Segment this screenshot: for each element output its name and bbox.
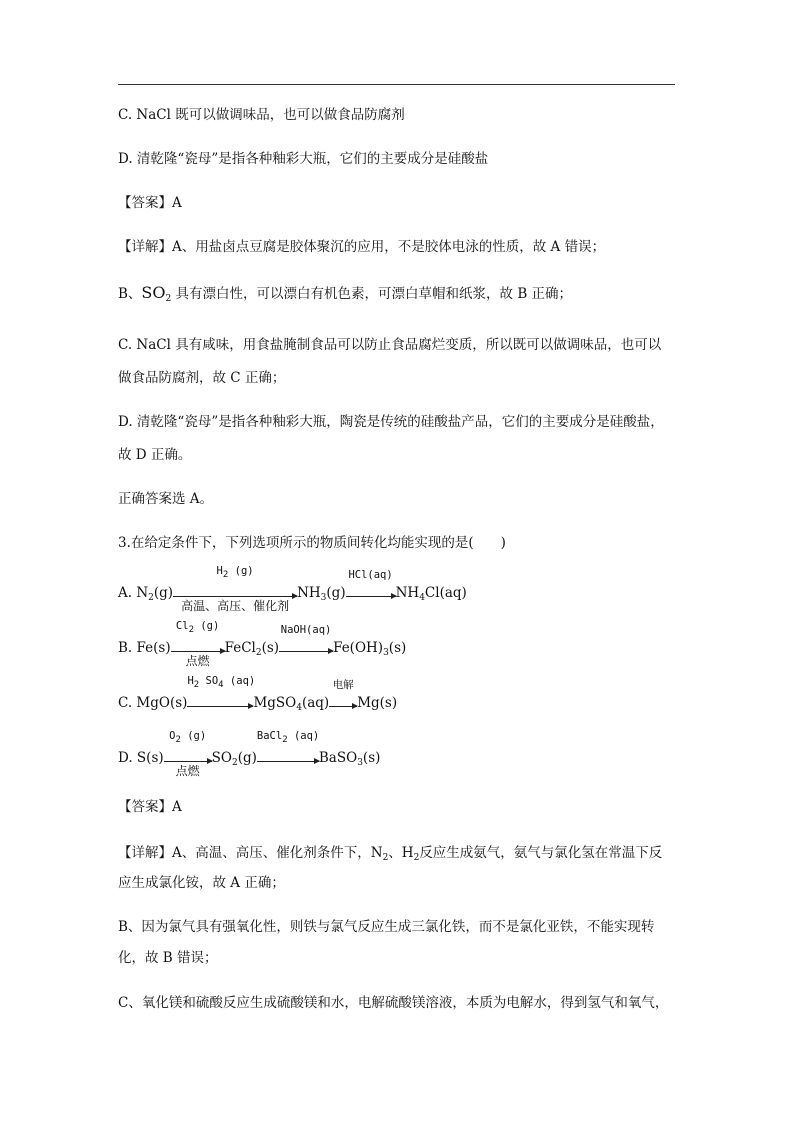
question-3-option-d: D. S(s) $O_2$ (g) 点燃 $SO_2(g)$ BaCl$_2$ (aq) BaSO$_3$(s) <box>118 730 381 778</box>
question-3-option-b: B. Fe(s) $Cl_2$ (g) 点燃 FeCl$_2$(s) NaOH(aq) $Fe(OH)_3(s)$ <box>118 620 407 668</box>
question-3-option-a: A. $N_2(g)$ $H_2$ (g) 高温、高压、催化剂 $NH_3(g)$ HCl(aq) $NH_4Cl(aq)$ <box>118 565 467 613</box>
explanation-b-prefix: B、 <box>118 286 142 302</box>
answer-label: 【答案】A <box>118 195 182 211</box>
question-3-stem: 3.在给定条件下，下列选项所示的物质间转化均能实现的是( ) <box>118 535 506 551</box>
explanation-3b-1: B、因为氯气具有强氧化性，则铁与氯气反应生成三氯化铁，而不是氯化亚铁，不能实现转 <box>118 919 655 935</box>
question-3-option-c: C. MgO(s) $H_2$ $SO_4$ (aq) MgSO$_4$(aq) 电解 Mg(s) <box>118 675 398 713</box>
reaction-arrow-d2: BaCl$_2$ (aq) <box>257 752 319 762</box>
explanation-d-1: D. 清乾隆“瓷母”是指各种釉彩大瓶，陶瓷是传统的硅酸盐产品，它们的主要成分是硅酸盐， <box>118 414 664 430</box>
option-d-text: D. 清乾隆“瓷母”是指各种釉彩大瓶，它们的主要成分是硅酸盐 <box>118 151 489 167</box>
reaction-arrow-a1: $H_2$ (g) 高温、高压、催化剂 <box>173 587 297 597</box>
explanation-3a-2: 应生成氯化铵，故 A 正确； <box>118 875 285 891</box>
reaction-arrow-d1: $O_2$ (g) 点燃 <box>164 752 212 762</box>
explanation-3b-2: 化，故 B 错误； <box>118 950 218 966</box>
explanation-d-2: 故 D 正确。 <box>118 447 192 463</box>
explanation-c-1: C. NaCl 具有咸味，用食盐腌制食品可以防止食品腐烂变质，所以既可以做调味品，也可以 <box>118 337 662 353</box>
explanation-3a-1: 【详解】A、高温、高压、催化剂条件下，$N_2$、$H_2$反应生成氨气，氨气与氯化氢在常温下反 <box>118 845 663 863</box>
reaction-arrow-b2: NaOH(aq) <box>279 642 333 652</box>
reaction-arrow-a2: HCl(aq) <box>346 587 396 597</box>
explanation-3c-1: C、氧化镁和硫酸反应生成硫酸镁和水，电解硫酸镁溶液，本质为电解水，得到氢气和氧气， <box>118 995 669 1011</box>
reaction-arrow-b1: $Cl_2$ (g) 点燃 <box>171 642 225 652</box>
explanation-c-2: 做食品防腐剂，故 C 正确； <box>118 370 286 386</box>
explanation-b-body: 具有漂白性，可以漂白有机色素，可漂白草帽和纸浆，故 B 正确； <box>175 286 573 302</box>
reaction-arrow-c2: 电解 <box>329 697 357 707</box>
reaction-arrow-c1: $H_2$ $SO_4$ (aq) <box>187 697 253 707</box>
so2-formula: $SO_2$ <box>141 283 172 304</box>
explanation-b <box>118 284 572 308</box>
answer-label-2: 【答案】A <box>118 799 182 815</box>
explanation-a: 【详解】A、用盐卤点豆腐是胶体聚沉的应用，不是胶体电泳的性质，故 A 错误； <box>118 239 606 255</box>
header-rule <box>118 84 675 85</box>
option-c-text: C. NaCl 既可以做调味品，也可以做食品防腐剂 <box>118 107 405 123</box>
conclusion: 正确答案选 A。 <box>118 491 214 507</box>
